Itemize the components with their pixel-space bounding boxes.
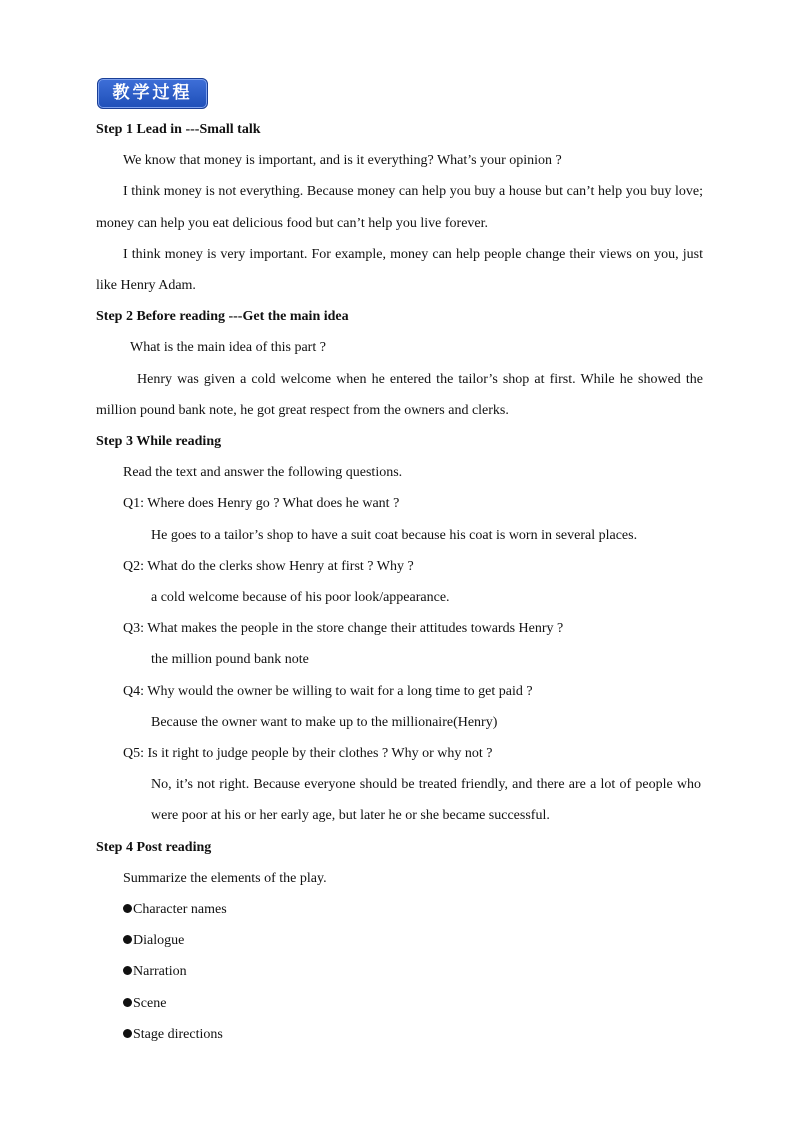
bullet-icon <box>123 998 132 1007</box>
bullet-icon <box>123 1029 132 1038</box>
document-page: 教学过程 Step 1 Lead in ---Small talk We know that money is important, and is it everything? What’s your opinion ? I think money is not everything. Because money can help you buy a house but can’t help you buy love; money can help you eat delicious food but can’t help you live forever. I think money is very important. For example, money can help people change their views on you, just like Henry Adam. Step 2 Before reading ---Get the main idea What is the main idea of this part ? Henry was given a cold welcome when he entered the tailor’s shop at first. While he showed the million pound bank note, he got great respect from the owners and clerks. Step 3 While reading Read the text and answer the following questions. Q1: Where does Henry go ? What does he want ? He goes to a tailor’s shop to have a suit coat because his coat is worn in several places. Q2: What do the clerks show Henry at first ? Why ? a cold welcome because of his poor look/appearance. Q3: What makes the people in the store change their attitudes towards Henry ? the million pound bank note Q4: Why would the owner be willing to wait for a long time to get paid ? Because the owner want to make up to the millionaire(Henry) Q5: Is it right to judge people by their clothes ? Why or why not ? No, it’s not right. Because everyone should be treated friendly, and there are a lot of people who were poor at his or her early age, but later he or she became successful. Step 4 Post reading Summarize the elements of the play. Character names Dialogue Narration Scene Stage directions <box>0 0 793 1122</box>
bullet-icon <box>123 904 132 913</box>
section-badge: 教学过程 <box>97 78 208 109</box>
bullet-icon <box>123 935 132 944</box>
bullet-icon <box>123 966 132 975</box>
